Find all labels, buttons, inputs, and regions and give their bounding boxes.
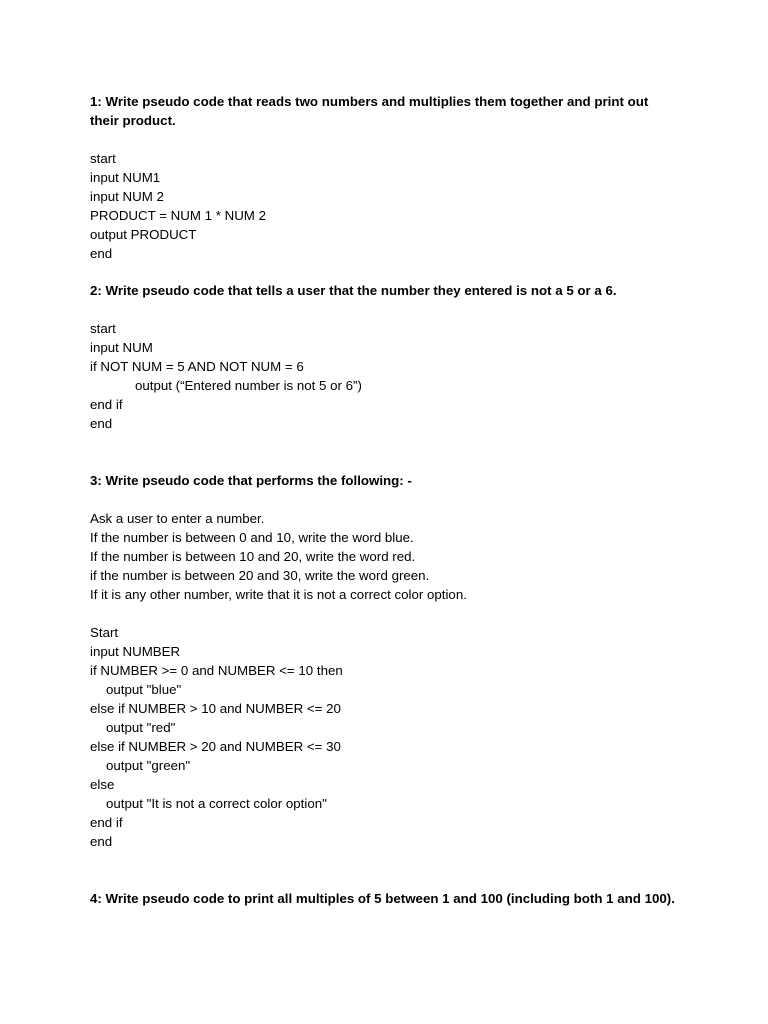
code-line: PRODUCT = NUM 1 * NUM 2 xyxy=(90,208,266,223)
code-line: input NUMBER xyxy=(90,644,181,659)
description-line: if the number is between 20 and 30, write the word green. xyxy=(90,568,430,583)
question-1-code xyxy=(90,149,680,263)
code-line: Start xyxy=(90,625,119,640)
code-line: output PRODUCT xyxy=(90,227,197,242)
code-line: input NUM 2 xyxy=(90,189,164,204)
code-line: output "blue" xyxy=(106,682,182,697)
question-3-description xyxy=(90,509,680,604)
question-1-heading: 1: Write pseudo code that reads two numbers and multiplies them together and print out their product. xyxy=(90,94,649,128)
code-line: else xyxy=(90,777,115,792)
question-3-code xyxy=(90,623,680,851)
question-2-heading: 2: Write pseudo code that tells a user that the number they entered is not a 5 or a 6. xyxy=(90,283,617,298)
question-3-heading: 3: Write pseudo code that performs the following: - xyxy=(90,473,412,488)
code-line: end xyxy=(90,416,113,431)
code-line: end if xyxy=(90,815,123,830)
code-line: input NUM xyxy=(90,340,153,355)
code-line: start xyxy=(90,151,116,166)
question-4-heading: 4: Write pseudo code to print all multiples of 5 between 1 and 100 (including both 1 and 100). xyxy=(90,891,675,906)
code-line: input NUM1 xyxy=(90,170,161,185)
code-line: output "red" xyxy=(106,720,176,735)
code-line: if NUMBER >= 0 and NUMBER <= 10 then xyxy=(90,663,343,678)
code-line: end if xyxy=(90,397,123,412)
question-2-code xyxy=(90,319,680,433)
code-line: output "green" xyxy=(106,758,191,773)
document-page xyxy=(90,92,680,908)
description-line: Ask a user to enter a number. xyxy=(90,511,265,526)
code-line: end xyxy=(90,246,113,261)
description-line: If the number is between 0 and 10, write the word blue. xyxy=(90,530,414,545)
code-line: else if NUMBER > 20 and NUMBER <= 30 xyxy=(90,739,341,754)
code-line: else if NUMBER > 10 and NUMBER <= 20 xyxy=(90,701,341,716)
code-line: output (“Entered number is not 5 or 6”) xyxy=(135,378,362,393)
code-line: start xyxy=(90,321,116,336)
description-line: If it is any other number, write that it is not a correct color option. xyxy=(90,587,467,602)
code-line: if NOT NUM = 5 AND NOT NUM = 6 xyxy=(90,359,304,374)
code-line: end xyxy=(90,834,113,849)
code-line: output "It is not a correct color option" xyxy=(106,796,327,811)
description-line: If the number is between 10 and 20, write the word red. xyxy=(90,549,416,564)
